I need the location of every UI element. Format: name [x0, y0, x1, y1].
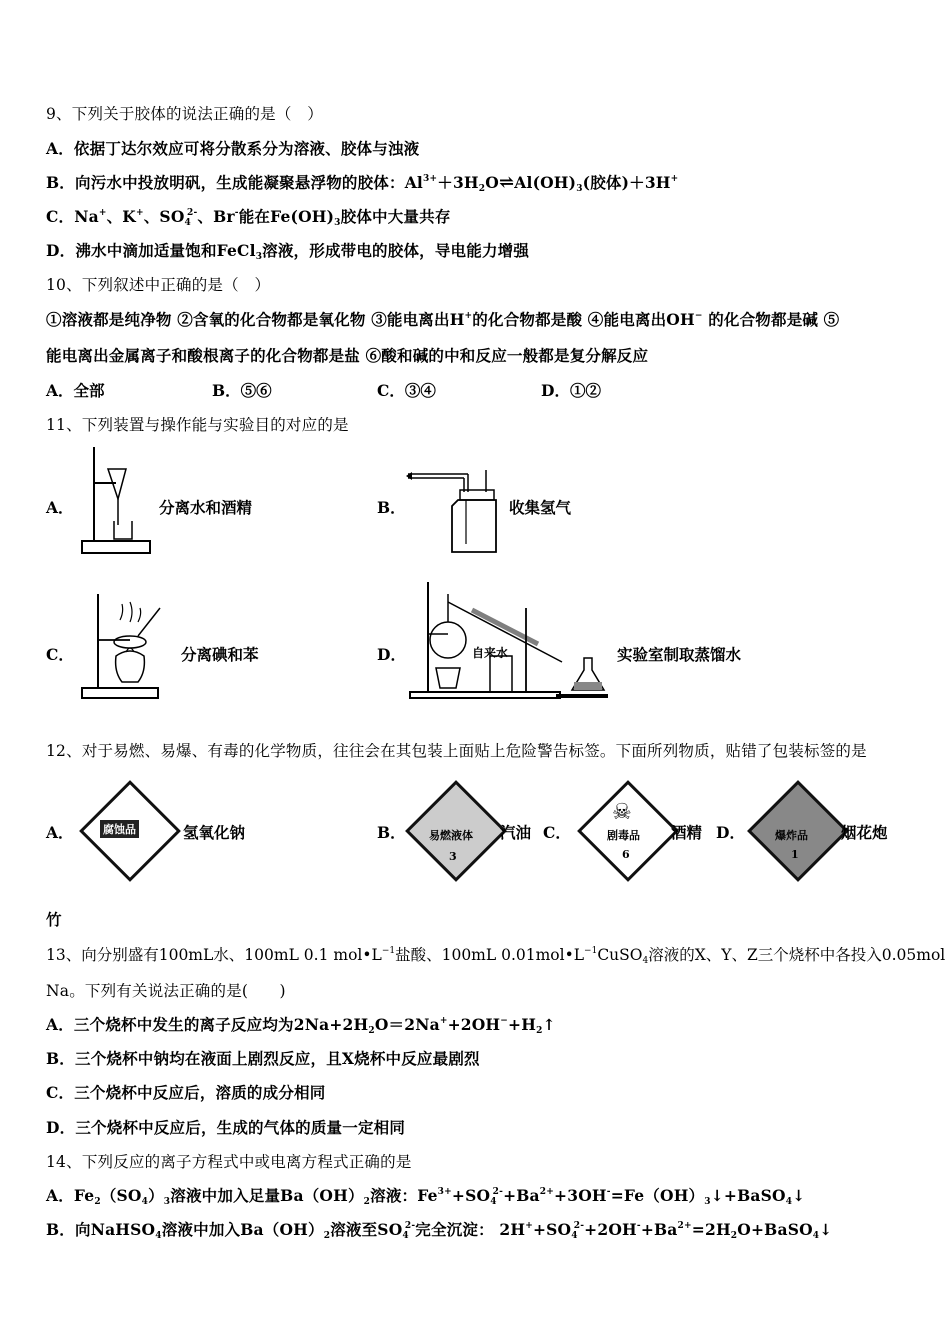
q9-option-d: D．沸水中滴加适量饱和FeCl$_3$溶液，形成带电的胶体，导电能力增强	[46, 241, 530, 262]
q10-statements-line2: 能电离出金属离子和酸根离子的化合物都是盐 ⑥酸和碱的中和反应一般都是复分解反应	[46, 346, 649, 365]
q10-option-a: A．全部	[46, 381, 105, 400]
flammable-liquid-label-text: 易燃液体	[429, 829, 473, 842]
q11-option-b-text: 收集氢气	[509, 498, 572, 517]
q10-option-d: D．①②	[541, 381, 601, 400]
q11-stem: 11、下列装置与操作能与实验目的对应的是	[46, 416, 349, 434]
gas-collection-bottle-figure	[404, 462, 500, 558]
q12-option-a-text: 氢氧化钠	[183, 823, 246, 842]
toxic-class-number: 6	[622, 848, 630, 861]
q13-option-a: A．三个烧杯中发生的离子反应均为$2Na+2H_2O=2Na^++2OH^-+H_2↑$	[46, 1015, 556, 1036]
corrosive-label-text: 腐蚀品	[100, 820, 139, 838]
q12-option-c-letter: C．	[543, 823, 571, 842]
q12-option-d-text: 烟花炮	[841, 823, 888, 842]
skull-crossbones-icon: ☠	[612, 800, 632, 825]
q11-option-a-letter: A．	[46, 498, 74, 517]
q10-statements-line1: ①溶液都是纯净物 ②含氧的化合物都是氧化物 ③能电离出H+的化合物都是酸 ④能电离出OH− 的化合物都是碱 ⑤	[46, 310, 840, 329]
q12-option-b-text: 汽油	[500, 823, 532, 842]
q12-option-b-letter: B．	[377, 823, 406, 842]
q13-stem-line2: Na。下列有关说法正确的是( )	[46, 982, 286, 1000]
q9-option-c: C．Na+、K+、$SO_4^{2-}$、Br-能在$Fe(OH)_3$胶体中大量共存	[46, 207, 451, 228]
evaporating-dish-heating-figure	[78, 590, 164, 702]
q14-stem: 14、下列反应的离子方程式中或电离方程式正确的是	[46, 1153, 412, 1171]
distillation-apparatus-figure	[406, 578, 612, 702]
q11-option-c-text: 分离碘和苯	[181, 645, 259, 664]
q11-option-d-text: 实验室制取蒸馏水	[617, 645, 742, 664]
q12-option-d-text-wrap: 竹	[46, 910, 62, 929]
q11-option-c-letter: C．	[46, 645, 74, 664]
q11-option-d-letter: D．	[377, 645, 406, 664]
q10-stem: 10、下列叙述中正确的是（ ）	[46, 276, 271, 294]
equilibrium-arrow-icon: ⇌	[498, 172, 515, 193]
q14-option-b: B．向NaHSO$_4$溶液中加入$Ba(OH)_2$溶液至$SO_4^{2-}$完全沉淀： $2H^++SO_4^{2-}+2OH^-+Ba^{2+}=2H_2O+BaSO_4↓$	[46, 1220, 833, 1241]
q13-option-b: B．三个烧杯中钠均在液面上剧烈反应，且X烧杯中反应最剧烈	[46, 1049, 480, 1068]
q13-stem-line1: 13、向分别盛有100mL水、100mL 0.1 $mol•L^{-1}$盐酸、100mL $0.01mol•L^{-1}CuSO_4$溶液的X、Y、Z三个烧杯中各投入0.05mol	[46, 946, 946, 966]
q13-option-c: C．三个烧杯中反应后，溶质的成分相同	[46, 1083, 326, 1102]
q9-option-a: A．依据丁达尔效应可将分散系分为溶液、胶体与浊液	[46, 139, 420, 158]
flammable-class-number: 3	[449, 850, 457, 863]
q12-option-c-text: 酒精	[671, 823, 703, 842]
q9-option-b: B．向污水中投放明矾，生成能凝聚悬浮物的胶体：$Al^{3+}+3H_2O\rightleftharpoons Al(OH)_3$(胶体)＋3H+	[46, 172, 679, 194]
q10-option-b: B．⑤⑥	[212, 381, 272, 400]
q14-option-a: A．$Fe_2(SO_4)_3$溶液中加入足量$Ba(OH)_2$溶液：$Fe^{3+}+SO_4^{2-}+Ba^{2+}+3OH^-=Fe(OH)_3↓+BaSO_4↓$	[46, 1186, 806, 1207]
q13-option-d: D．三个烧杯中反应后，生成的气体的质量一定相同	[46, 1118, 406, 1137]
separatory-funnel-apparatus-figure	[78, 443, 154, 557]
q11-option-a-text: 分离水和酒精	[159, 498, 253, 517]
toxic-label-text: 剧毒品	[607, 829, 640, 842]
q12-option-a-letter: A．	[46, 823, 74, 842]
tap-water-label: 自来水	[472, 646, 509, 660]
q10-option-c: C．③④	[377, 381, 436, 400]
explosive-class-number: 1	[791, 848, 799, 861]
explosive-label-text: 爆炸品	[775, 829, 808, 842]
q9-stem: 9、下列关于胶体的说法正确的是（ ）	[46, 105, 323, 123]
q12-stem: 12、对于易燃、易爆、有毒的化学物质，往往会在其包装上面贴上危险警告标签。下面所列物质，贴错了包装标签的是	[46, 742, 867, 760]
q12-option-d-letter: D．	[716, 823, 745, 842]
q11-option-b-letter: B．	[377, 498, 406, 517]
